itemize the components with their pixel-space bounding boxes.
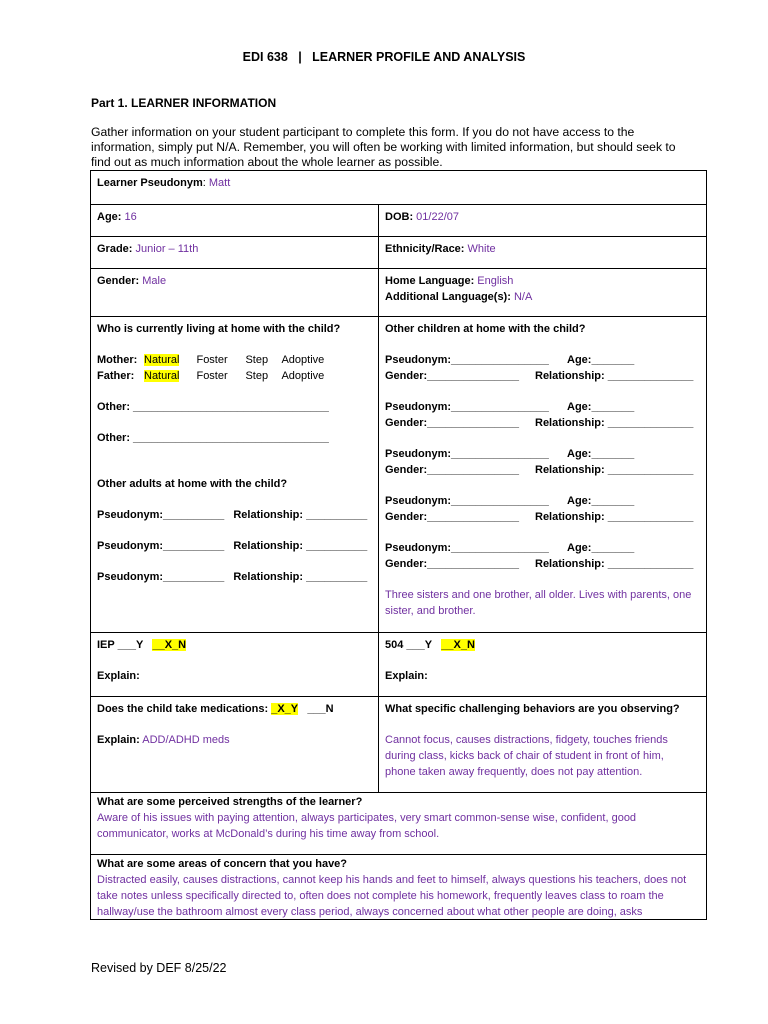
children-question: Other children at home with the child? <box>385 323 586 335</box>
s504-answer: __X_N <box>441 639 475 651</box>
additional-language-value: N/A <box>513 291 533 303</box>
grade-label: Grade: <box>97 243 133 255</box>
dob-label: DOB: <box>385 211 414 223</box>
row-medications-behaviors <box>91 696 706 792</box>
iep-label: IEP ___Y <box>97 639 144 651</box>
behaviors-question: What specific challenging behaviors are you observing? <box>385 703 680 715</box>
iep-answer: __X_N <box>152 639 187 651</box>
row-strengths <box>91 792 706 854</box>
child-entry: Pseudonym:________________ Age:_______ Gender:_______________ Relationship: ______________ <box>385 542 694 570</box>
s504-explain: Explain: <box>385 670 428 682</box>
medications-no: ___N <box>307 703 334 715</box>
dob-value: 01/22/07 <box>416 211 459 223</box>
row-pseudonym: Learner Pseudonym: Matt <box>97 177 231 189</box>
child-entry: Pseudonym:________________ Age:_______ Gender:_______________ Relationship: ______________ <box>385 495 694 523</box>
pseudonym-label: Learner Pseudonym <box>97 177 203 189</box>
gender-label: Gender: <box>97 275 140 287</box>
medications-explain-label: Explain: <box>97 734 140 746</box>
behaviors-answer: Cannot focus, causes distractions, fidgety, touches friends during class, kicks back of chair of student in front of him, phone taken away frequently, does not pay attention. <box>385 734 668 778</box>
ethnicity-value: White <box>467 243 496 255</box>
s504-label: 504 ___Y <box>385 639 433 651</box>
age-label: Age: <box>97 211 122 223</box>
mother-line: Mother: Natural Foster Step Adoptive <box>97 354 325 366</box>
other-line-1: Other: ________________________________ <box>97 401 329 413</box>
row-concerns <box>91 854 706 919</box>
revision-footer: Revised by DEF 8/25/22 <box>91 961 227 975</box>
child-entry: Pseudonym:________________ Age:_______ Gender:_______________ Relationship: ______________ <box>385 448 694 476</box>
father-natural: Natural <box>144 370 180 382</box>
grade-value: Junior – 11th <box>135 243 199 255</box>
adults-question: Other adults at home with the child? <box>97 478 288 490</box>
ethnicity-label: Ethnicity/Race: <box>385 243 465 255</box>
concerns-answer: Distracted easily, causes distractions, cannot keep his hands and feet to himself, always questions his teachers, does not take notes unless specifically directed to, often does not complete his homework, frequently leaves class to roam the hallway/use the bathroom almost every class period, always concerned about what other people are doing, asks <box>97 874 687 918</box>
row-grade-ethnicity <box>91 236 706 268</box>
mother-natural: Natural <box>144 354 180 366</box>
strengths-question: What are some perceived strengths of the learner? <box>97 796 363 808</box>
row-iep-504 <box>91 632 706 696</box>
medications-answer: _X_Y <box>271 703 299 715</box>
strengths-answer: Aware of his issues with paying attention, always participates, very smart common-sense wise, confident, good communicator, works at McDonald’s during his time away from school. <box>97 812 637 840</box>
child-entry: Pseudonym:________________ Age:_______ Gender:_______________ Relationship: ______________ <box>385 354 694 382</box>
home-language-label: Home Language: <box>385 275 475 287</box>
adult-row: Pseudonym:__________ Relationship: __________ <box>97 509 368 521</box>
row-household <box>91 316 706 632</box>
age-value: 16 <box>124 211 137 223</box>
child-entry: Pseudonym:________________ Age:_______ Gender:_______________ Relationship: ______________ <box>385 401 694 429</box>
pseudonym-value: Matt <box>208 177 231 189</box>
additional-language-label: Additional Language(s): <box>385 291 511 303</box>
home-language-value: English <box>477 275 514 287</box>
row-age-dob <box>91 204 706 236</box>
learner-info-table <box>90 170 707 920</box>
gender-value: Male <box>142 275 167 287</box>
concerns-question: What are some areas of concern that you have? <box>97 858 348 870</box>
children-note: Three sisters and one brother, all older. Lives with parents, one sister, and brother. <box>385 589 692 617</box>
other-line-2: Other: ________________________________ <box>97 432 329 444</box>
medications-explain-value: ADD/ADHD meds <box>142 734 230 746</box>
adult-row: Pseudonym:__________ Relationship: __________ <box>97 540 368 552</box>
medications-question: Does the child take medications: <box>97 703 269 715</box>
adult-row: Pseudonym:__________ Relationship: __________ <box>97 571 368 583</box>
intro-paragraph: Gather information on your student participant to complete this form. If you do not have access to the information, simply put N/A. Remember, you will often be working with limited information, but should seek to find out as much information about the whole learner as possible. <box>91 125 676 169</box>
iep-explain: Explain: <box>97 670 140 682</box>
father-line: Father: Natural Foster Step Adoptive <box>97 370 325 382</box>
living-question: Who is currently living at home with the child? <box>97 323 341 335</box>
document-title: EDI 638 | LEARNER PROFILE AND ANALYSIS <box>242 50 526 64</box>
row-gender-language <box>91 268 706 316</box>
part-heading: Part 1. LEARNER INFORMATION <box>91 96 277 110</box>
